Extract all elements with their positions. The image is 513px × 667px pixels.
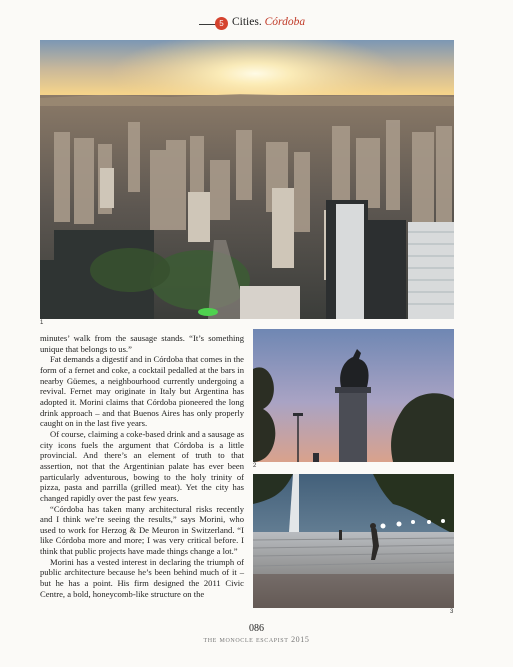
photo-caption-2: 2 (253, 463, 257, 469)
header-rule (199, 24, 216, 25)
photo-caption-1: 1 (40, 320, 44, 326)
photo-caption-3: 3 (450, 609, 454, 615)
section-number-badge: 5 (215, 17, 228, 30)
section-title (232, 16, 305, 28)
article-paragraph: “Córdoba has taken many architectural risks recently and I think we’re seeing the results,” says Morini, who used to work for Herzog & De Meuron in Switzerland. “I like Córdoba more and more; I was very critical before. I think that public projects have made things change a lot.” (40, 503, 244, 557)
section-label: Cities. (232, 16, 262, 28)
article-paragraph: minutes’ walk from the sausage stands. “It’s something unique that belongs to us.” (40, 333, 244, 354)
city-label: Córdoba (264, 16, 306, 28)
page-header (0, 15, 513, 35)
plaza-photo (253, 474, 454, 608)
statue-photo (253, 329, 454, 462)
city-aerial-photo (40, 40, 454, 319)
article-paragraph: Fat demands a digestif and in Córdoba that comes in the form of a fernet and coke, a cocktail pedalled at the bars in nearby Güemes, a neighbourhood currently undergoing a revival. Fernet may originate in Italy but Argentina has adopted it. Morini claims that Córdoba pioneered the long drink approach – and that Buenos Aires has only properly caught on in the last five years. (40, 354, 244, 429)
page-number: 086 (249, 623, 264, 634)
publication-name: the monocle escapist 2015 (203, 635, 310, 644)
article-body (40, 333, 244, 599)
article-paragraph: Of course, claiming a coke-based drink and a sausage as city icons fuels the argument that Córdoba is a little provincial. And there’s an element of truth to that assertion, not that the Argentinian palate has ever been particularly adventurous, bowing to the holy trinity of pizza, pasta and parrilla (grilled meat). Yet the city has changed rapidly over the past few years. (40, 428, 244, 503)
article-paragraph: Morini has a vested interest in declaring the triumph of public architecture because he’s been behind much of it – but he has a point. His firm designed the 2011 Civic Centre, a bold, honeycomb-like structure on the (40, 556, 244, 599)
